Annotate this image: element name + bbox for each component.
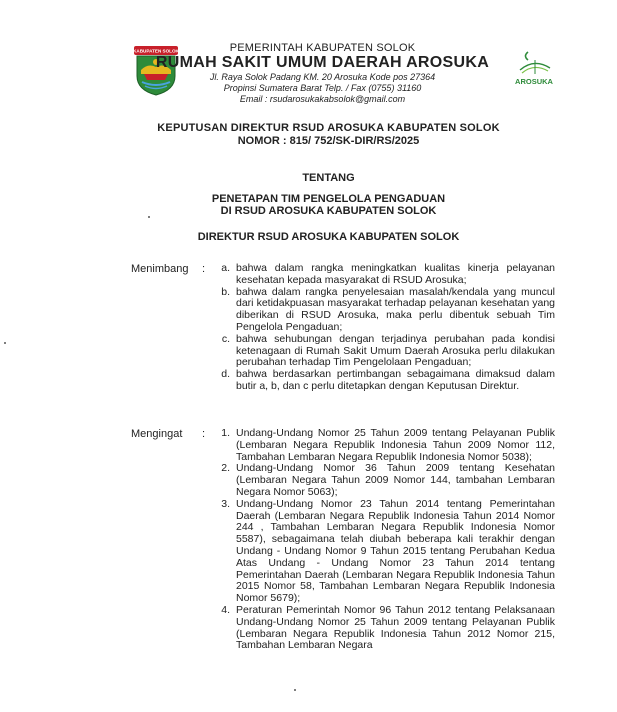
subject-line-2: DI RSUD AROSUKA KABUPATEN SOLOK	[220, 205, 437, 217]
item-marker: a.	[221, 262, 230, 274]
mengingat-item	[212, 428, 555, 463]
item-text: Undang-Undang Nomor 25 Tahun 2009 tentang Pelayanan Publik (Lembaran Negara Republik Indonesia Tahun 2009 Nomor 112, Tambahan Lembaran Negara Republik Indonesia Nomor 5038);	[236, 427, 555, 463]
menimbang-item	[212, 369, 555, 393]
arosuka-logo-text: AROSUKA	[515, 77, 553, 86]
mengingat-list	[212, 428, 555, 652]
about-label: TENTANG	[302, 172, 355, 184]
scan-speck	[4, 342, 6, 344]
mengingat-colon: :	[202, 428, 206, 440]
item-text: bahwa sehubungan dengan terjadinya perubahan pada kondisi ketenagaan di Rumah Sakit Umum Daerah Arosuka perlu dilakukan perubahan terhadap Tim Pengelolaan Pengaduan;	[236, 332, 555, 369]
menimbang-item	[212, 287, 555, 334]
address-line-1: Jl. Raya Solok Padang KM. 20 Arosuka Kode pos 27364	[209, 72, 436, 82]
item-text: Peraturan Pemerintah Nomor 96 Tahun 2012 tentang Pelaksanaan Undang-Undang Nomor 25 Tahun 2009 tentang Pelayanan Publik (Lembaran Negara Republik Indonesia Tahun 2012 Nomor 215, Tambahan Lembaran Negara	[236, 603, 555, 652]
item-text: bahwa berdasarkan pertimbangan sebagaimana dimaksud dalam butir a, b, dan c perlu ditetapkan dengan Keputusan Direktur.	[236, 368, 555, 392]
item-marker: 3.	[221, 497, 230, 510]
item-marker: b.	[221, 285, 230, 298]
issuer-heading: DIREKTUR RSUD AROSUKA KABUPATEN SOLOK	[197, 231, 460, 243]
menimbang-item	[212, 263, 555, 287]
email-line: Email : rsudarosukakabsolok@gmail.com	[239, 94, 406, 104]
menimbang-item	[212, 334, 555, 369]
mengingat-item	[212, 463, 555, 498]
scan-speck	[294, 689, 296, 691]
item-text: Undang-Undang Nomor 36 Tahun 2009 tentang Kesehatan (Lembaran Negara Tahun 2009 Nomor 144, tambahan Lembaran Negara Nomor 5063);	[236, 462, 555, 498]
item-text: bahwa dalam rangka penyelesaian masalah/kendala yang muncul dari ketidakpuasan masyarakat terhadap pelayanan kesehatan yang diberikan di RSUD Arosuka, maka perlu dibentuk sebuah Tim Pengelola Pengaduan;	[236, 285, 555, 333]
mengingat-item	[212, 499, 555, 605]
item-marker: 1.	[221, 427, 230, 439]
crest-banner-text: KABUPATEN SOLOK	[133, 48, 179, 54]
menimbang-label: Menimbang	[131, 263, 189, 275]
address-line-2: Propinsi Sumatera Barat Telp. / Fax (0755) 31160	[223, 83, 422, 93]
government-name: PEMERINTAH KABUPATEN SOLOK	[229, 42, 416, 54]
menimbang-colon: :	[202, 263, 206, 275]
hospital-name: RUMAH SAKIT UMUM DAERAH AROSUKA	[155, 54, 490, 71]
decree-title: KEPUTUSAN DIREKTUR RSUD AROSUKA KABUPATEN SOLOK	[157, 122, 500, 134]
item-marker: 2.	[221, 462, 230, 475]
scan-speck	[148, 216, 150, 218]
item-text: Undang-Undang Nomor 23 Tahun 2014 tentang Pemerintahan Daerah (Lembaran Negara Republik Indonesia Tahun 2014 Nomor 244 , Tambahan Lembaran Negara Republik Indonesia Nomor 5587), sebagaimana telah diubah beberapa kali terakhir dengan Undang - Undang Nomor 9 Tahun 2015 tentang Perubahan Kedua Atas Undang - Undang Nomor 23 Tahun 2014 tentang Pemerintahan Daerah (Lembaran Negara Republik Indonesia Tahun 2015 Nomor 58, Tambahan Lembaran Negara Republik Indonesia Nomor 5679);	[236, 497, 555, 605]
item-marker: 4.	[221, 603, 230, 616]
menimbang-list	[212, 263, 555, 393]
item-marker: c.	[221, 332, 230, 345]
item-marker: d.	[221, 368, 230, 381]
mengingat-label: Mengingat	[131, 428, 183, 440]
decree-number: NOMOR : 815/ 752/SK-DIR/RS/2025	[237, 135, 420, 147]
item-text: bahwa dalam rangka meningkatkan kualitas kinerja pelayanan kesehatan kepada masyarakat di RSUD Arosuka;	[236, 262, 555, 286]
mengingat-item	[212, 605, 555, 652]
subject-line-1: PENETAPAN TIM PENGELOLA PENGADUAN	[211, 193, 446, 205]
